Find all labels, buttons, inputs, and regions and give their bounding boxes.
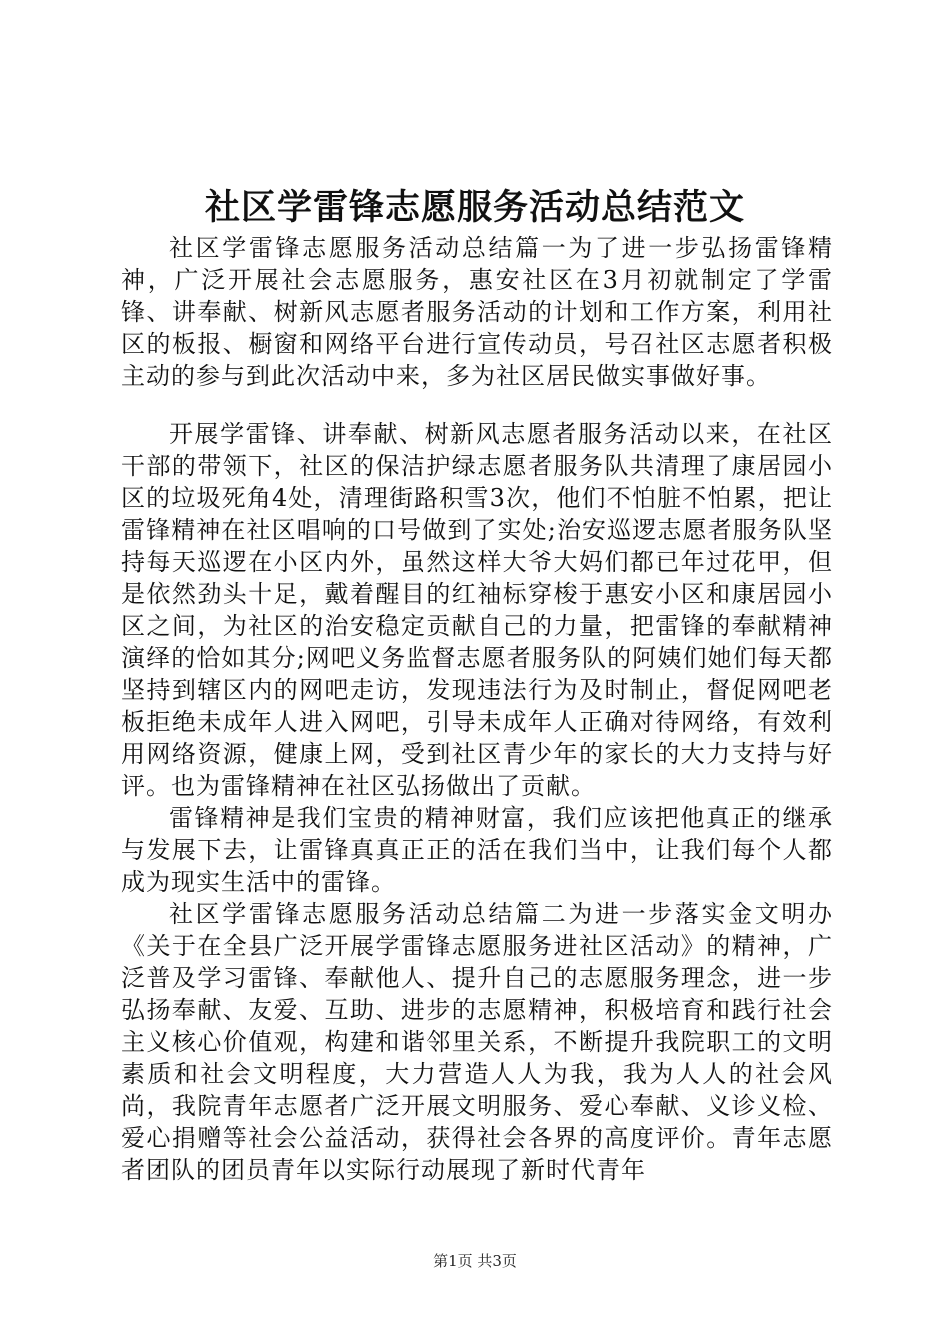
document-body [121, 232, 833, 1186]
document-title: 社区学雷锋志愿服务活动总结范文 [204, 187, 745, 228]
paragraph-spacer [121, 392, 833, 418]
page-number-footer: 第1页 共3页 [433, 1252, 517, 1270]
paragraph-4: 社区学雷锋志愿服务活动总结篇二为进一步落实金文明办《关于在全县广泛开展学雷锋志愿服务进社区活动》的精神，广泛普及学习雷锋、奉献他人、提升自己的志愿服务理念，进一步弘扬奉献、友爱、互助、进步的志愿精神，积极培育和践行社会主义核心价值观，构建和谐邻里关系，不断提升我院职工的文明素质和社会文明程度，大力营造人人为我，我为人人的社会风尚，我院青年志愿者广泛开展文明服务、爱心奉献、义诊义检、爱心捐赠等社会公益活动，获得社会各界的高度评价。青年志愿者团队的团员青年以实际行动展现了新时代青年 [121, 900, 833, 1184]
paragraph-3: 雷锋精神是我们宝贵的精神财富，我们应该把他真正的继承与发展下去，让雷锋真真正正的活在我们当中，让我们每个人都成为现实生活中的雷锋。 [121, 804, 833, 896]
paragraph-1: 社区学雷锋志愿服务活动总结篇一为了进一步弘扬雷锋精神，广泛开展社会志愿服务，惠安社区在3月初就制定了学雷锋、讲奉献、树新风志愿者服务活动的计划和工作方案，利用社区的板报、橱窗和网络平台进行宣传动员，号召社区志愿者积极主动的参与到此次活动中来，多为社区居民做实事做好事。 [121, 234, 833, 390]
paragraph-2: 开展学雷锋、讲奉献、树新风志愿者服务活动以来，在社区干部的带领下，社区的保洁护绿志愿者服务队共清理了康居园小区的垃圾死角4处，清理街路积雪3次，他们不怕脏不怕累，把让雷锋精神在社区唱响的口号做到了实处;治安巡逻志愿者服务队坚持每天巡逻在小区内外，虽然这样大爷大妈们都已年过花甲，但是依然劲头十足，戴着醒目的红袖标穿梭于惠安小区和康居园小区之间，为社区的治安稳定贡献自己的力量，把雷锋的奉献精神演绎的恰如其分;网吧义务监督志愿者服务队的阿姨们她们每天都坚持到辖区内的网吧走访，发现违法行为及时制止，督促网吧老板拒绝未成年人进入网吧，引导未成年人正确对待网络，有效利用网络资源，健康上网，受到社区青少年的家长的大力支持与好评。也为雷锋精神在社区弘扬做出了贡献。 [121, 420, 833, 800]
